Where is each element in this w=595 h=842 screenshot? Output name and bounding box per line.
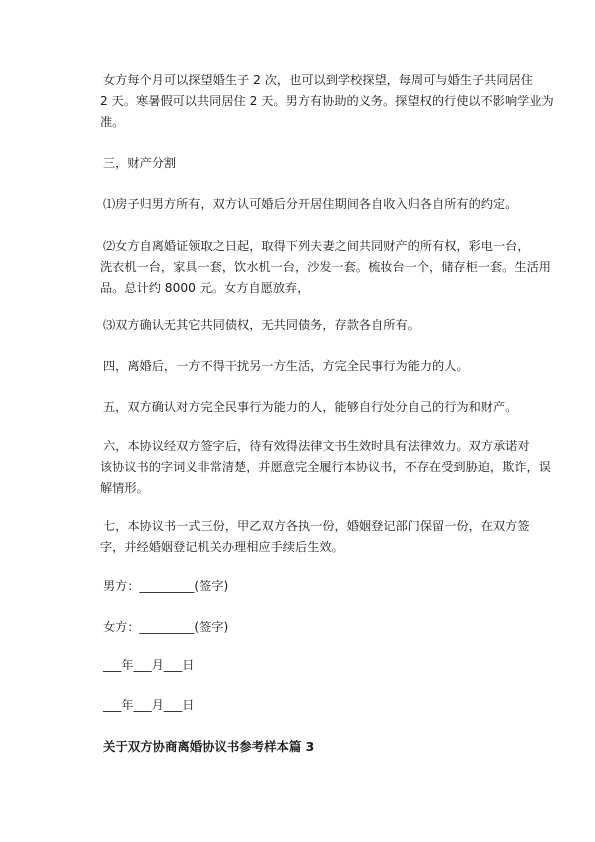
heading-property-division: 三，财产分割 — [103, 156, 177, 170]
paragraph-house-ownership: ⑴房子归男方所有，双方认可婚后分开居住期间各自收入归各自所有的约定。 — [103, 197, 518, 211]
paragraph-clause-seven — [100, 516, 530, 558]
text-line: 解情形。 — [100, 481, 149, 495]
paragraph-debts: ⑶双方确认无其它共同债权，无共同债务，存款各自所有。 — [103, 318, 420, 332]
text-line: 准。 — [100, 115, 125, 129]
signature-male: 男方：_________(签字) — [103, 579, 229, 593]
paragraph-visitation-rights — [100, 70, 554, 133]
text-line: 2 天。寒暑假可以共同居住 2 天。男方有协助的义务。探望权的行使以不影响学业为 — [100, 94, 554, 108]
text-line: 六，本协议经双方签字后，待有效得法律文书生效时具有法律效力。双方承诺对 — [103, 439, 530, 453]
section-heading: 关于双方协商离婚协议书参考样本篇 3 — [103, 739, 315, 754]
date-line-2: ___年___月___日 — [103, 698, 195, 712]
text-line: 该协议书的字词义非常清楚，并愿意完全履行本协议书，不存在受到胁迫，欺诈，误 — [100, 460, 551, 474]
date-line-1: ___年___月___日 — [103, 658, 195, 672]
paragraph-joint-property — [100, 236, 551, 299]
paragraph-clause-six — [100, 436, 551, 499]
text-line: 七，本协议书一式三份，甲乙双方各执一份，婚姻登记部门保留一份，在双方签 — [103, 519, 530, 533]
text-line: ⑵女方自离婚证领取之日起，取得下列夫妻之间共同财产的所有权，彩电一台， — [103, 239, 530, 253]
text-line: 品。总计约 8000 元。女方自愿放弃， — [100, 281, 310, 295]
paragraph-clause-four: 四，离婚后，一方不得干扰另一方生活，方完全民事行为能力的人。 — [103, 359, 469, 373]
text-line: 洗衣机一台，家具一套，饮水机一台，沙发一套。梳妆台一个，储存柜一套。生活用 — [100, 260, 551, 274]
paragraph-clause-five: 五，双方确认对方完全民事行为能力的人，能够自行处分自己的行为和财产。 — [103, 400, 518, 414]
signature-female: 女方：_________(签字) — [103, 620, 229, 634]
text-line: 字，并经婚姻登记机关办理相应手续后生效。 — [100, 540, 344, 554]
text-line: 女方每个月可以探望婚生子 2 次，也可以到学校探望，每周可与婚生子共同居住 — [103, 73, 533, 87]
